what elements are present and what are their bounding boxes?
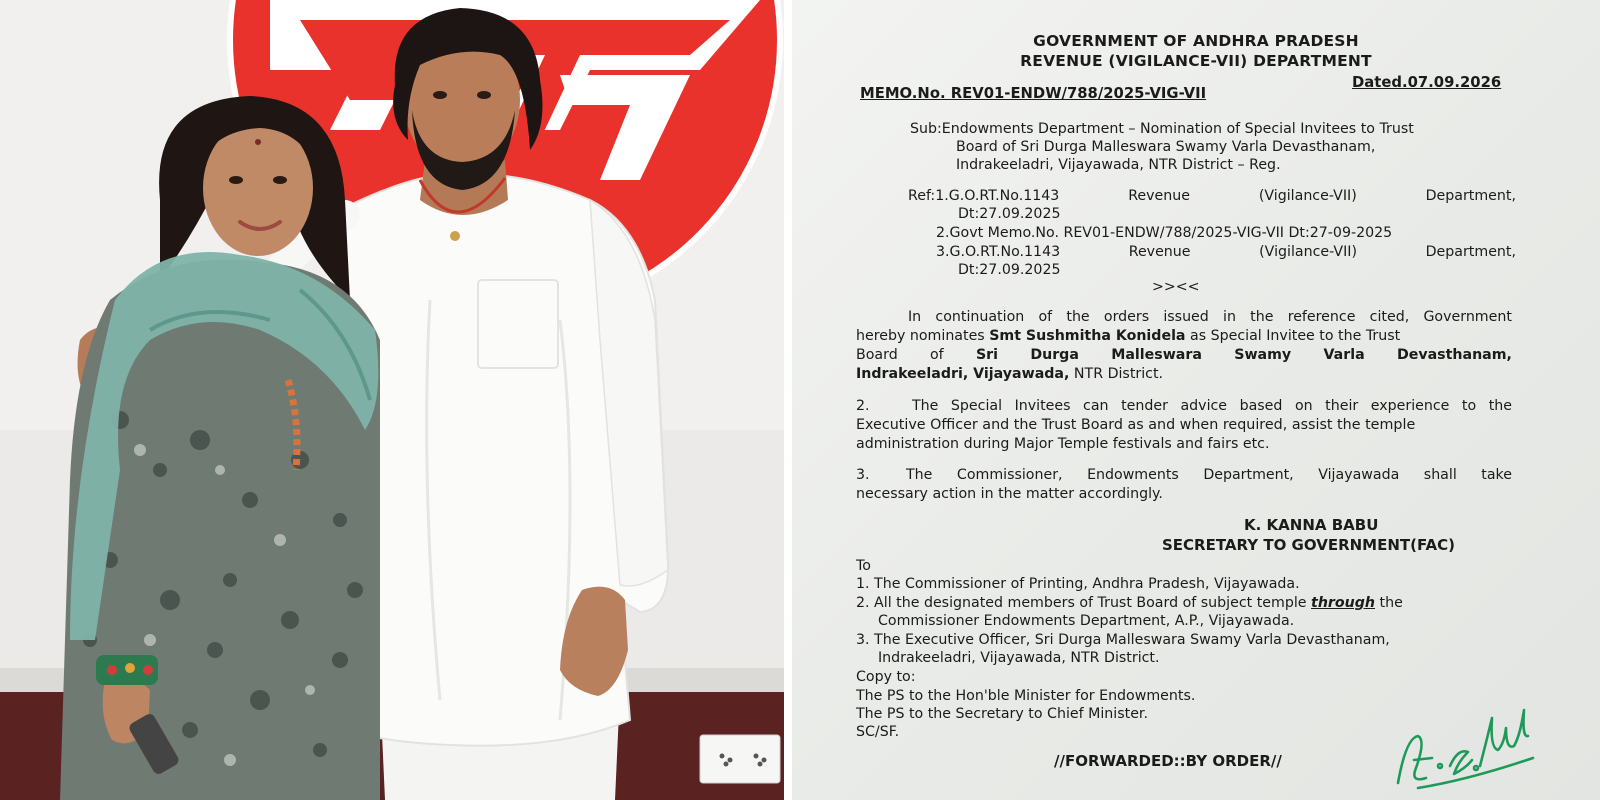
header-government: GOVERNMENT OF ANDHRA PRADESH bbox=[1033, 32, 1359, 50]
reference-3-revenue: Revenue bbox=[1128, 244, 1191, 260]
recipient-2-text: the bbox=[1375, 595, 1403, 611]
para1-word: Board bbox=[856, 347, 898, 363]
header-department: REVENUE (VIGILANCE-VII) DEPARTMENT bbox=[1020, 52, 1372, 70]
copy-to-label: Copy to: bbox=[856, 669, 916, 685]
para1-word: of bbox=[929, 347, 944, 363]
para2-word: to bbox=[1461, 398, 1477, 414]
subject-line-3: Indrakeeladri, Vijayawada, NTR District – Reg. bbox=[956, 157, 1281, 173]
panel-divider bbox=[784, 0, 792, 800]
para1-word: reference bbox=[1287, 309, 1356, 325]
para2-word: experience bbox=[1370, 398, 1450, 414]
recipient-2 bbox=[856, 594, 1403, 612]
para3-word: Commissioner, bbox=[956, 467, 1063, 483]
recipient-3: 3. The Executive Officer, Sri Durga Malleswara Swamy Varla Devasthanam, bbox=[856, 632, 1390, 648]
para1-word: the bbox=[1250, 309, 1274, 325]
para3-word: shall bbox=[1423, 467, 1457, 483]
para2-word: based bbox=[1239, 398, 1283, 414]
photo-panel bbox=[0, 0, 784, 800]
reference-3 bbox=[936, 243, 1516, 261]
signature-ink bbox=[1388, 688, 1538, 798]
subject-text-1: Endowments Department – Nomination of Special Invitees to Trust bbox=[941, 121, 1414, 137]
para1-word: the bbox=[1066, 309, 1090, 325]
signatory-title: SECRETARY TO GOVERNMENT(FAC) bbox=[1162, 536, 1455, 554]
para2-word: Invitees bbox=[1014, 398, 1071, 414]
para1-word: cited, bbox=[1369, 309, 1410, 325]
separator: >><< bbox=[1152, 279, 1200, 295]
switch-board bbox=[700, 735, 780, 783]
para3-word: Endowments bbox=[1087, 467, 1179, 483]
signatory-name: K. KANNA BABU bbox=[1244, 516, 1379, 534]
reference-1-go: Ref:1.G.O.RT.No.1143 bbox=[908, 188, 1060, 204]
para2-word: on bbox=[1294, 398, 1313, 414]
temple-name-word: Swamy bbox=[1234, 347, 1292, 363]
temple-name-word: Devasthanam, bbox=[1396, 347, 1512, 363]
para2-word: The bbox=[912, 398, 939, 414]
para2-word: advice bbox=[1180, 398, 1228, 414]
reference-1-vigilance: (Vigilance-VII) bbox=[1258, 188, 1357, 204]
reference-3-go: 3.G.O.RT.No.1143 bbox=[936, 244, 1061, 260]
para1-word: issued bbox=[1163, 309, 1209, 325]
para3-word: The bbox=[906, 467, 933, 483]
subject-line-2: Board of Sri Durga Malleswara Swamy Varla Devasthanam, bbox=[956, 139, 1376, 155]
reference-1-revenue: Revenue bbox=[1128, 188, 1190, 204]
copy-1: The PS to the Hon'ble Minister for Endowments. bbox=[856, 688, 1196, 704]
para2-word: their bbox=[1325, 398, 1359, 414]
reference-1-date: Dt:27.09.2025 bbox=[958, 206, 1061, 222]
reference-3-department: Department, bbox=[1425, 244, 1516, 260]
para1-text: hereby nominates bbox=[856, 328, 990, 344]
para1-line-4 bbox=[856, 365, 1163, 383]
para2-word: tender bbox=[1121, 398, 1168, 414]
temple-name-word: Varla bbox=[1323, 347, 1365, 363]
temple-name-word: Sri bbox=[975, 347, 999, 363]
temple-name-word: Malleswara bbox=[1111, 347, 1202, 363]
reference-1-department: Department, bbox=[1425, 188, 1516, 204]
para3-line-1 bbox=[906, 466, 1512, 484]
memo-number: MEMO.No. REV01-ENDW/788/2025-VIG-VII bbox=[860, 85, 1207, 102]
para3-word: Vijayawada bbox=[1318, 467, 1400, 483]
recipient-3-line-2: Indrakeeladri, Vijayawada, NTR District. bbox=[878, 650, 1160, 666]
temple-location: Indrakeeladri, Vijayawada, bbox=[856, 366, 1070, 382]
para2-word: can bbox=[1083, 398, 1109, 414]
para1-text: NTR District. bbox=[1069, 366, 1164, 382]
to-label: To bbox=[856, 558, 871, 574]
reference-3-date: Dt:27.09.2025 bbox=[958, 262, 1061, 278]
para1-word: orders bbox=[1103, 309, 1150, 325]
para2-line-2: Executive Officer and the Trust Board as and when required, assist the temple bbox=[856, 417, 1416, 433]
para2-line-1 bbox=[912, 397, 1512, 415]
para1-line-1 bbox=[908, 308, 1512, 326]
para2-line-3: administration during Major Temple festivals and fairs etc. bbox=[856, 436, 1270, 452]
subject-prefix: Sub: bbox=[910, 121, 942, 137]
memo-date: Dated.07.09.2026 bbox=[1352, 74, 1502, 91]
para3-word: take bbox=[1481, 467, 1512, 483]
para2-word: Special bbox=[950, 398, 1003, 414]
copy-3: SC/SF. bbox=[856, 724, 900, 740]
para1-line-3 bbox=[856, 346, 1512, 364]
forwarded-by-order: //FORWARDED::BY ORDER// bbox=[1054, 752, 1282, 770]
para2-number: 2. bbox=[856, 398, 870, 414]
recipient-2-line-2: Commissioner Endowments Department, A.P., Vijayawada. bbox=[878, 613, 1295, 629]
para1-text: as Special Invitee to the Trust bbox=[1185, 328, 1401, 344]
para2-word: the bbox=[1488, 398, 1512, 414]
para1-word: In bbox=[908, 309, 922, 325]
para1-word: of bbox=[1038, 309, 1053, 325]
para3-word: Department, bbox=[1203, 467, 1294, 483]
para1-word: Government bbox=[1423, 309, 1512, 325]
government-memo-document bbox=[792, 0, 1600, 800]
temple-name-word: Durga bbox=[1030, 347, 1079, 363]
para1-word: in bbox=[1223, 309, 1236, 325]
photo-illustration bbox=[0, 0, 784, 800]
reference-3-vigilance: (Vigilance-VII) bbox=[1259, 244, 1358, 260]
recipient-2-text: 2. All the designated members of Trust Board of subject temple bbox=[856, 595, 1312, 611]
reference-1 bbox=[908, 187, 1516, 205]
para3-number: 3. bbox=[856, 467, 870, 483]
recipient-1: 1. The Commissioner of Printing, Andhra Pradesh, Vijayawada. bbox=[856, 576, 1300, 592]
nominee-name: Smt Sushmitha Konidela bbox=[989, 328, 1186, 344]
reference-2: 2.Govt Memo.No. REV01-ENDW/788/2025-VIG-VII Dt:27-09-2025 bbox=[936, 225, 1393, 241]
para3-line-2: necessary action in the matter accordingly. bbox=[856, 486, 1163, 502]
para1-line-2 bbox=[856, 327, 1400, 345]
through-emphasis: through bbox=[1311, 595, 1376, 611]
subject-line-1 bbox=[910, 120, 1414, 138]
copy-2: The PS to the Secretary to Chief Minister. bbox=[856, 706, 1148, 722]
para1-word: continuation bbox=[935, 309, 1025, 325]
